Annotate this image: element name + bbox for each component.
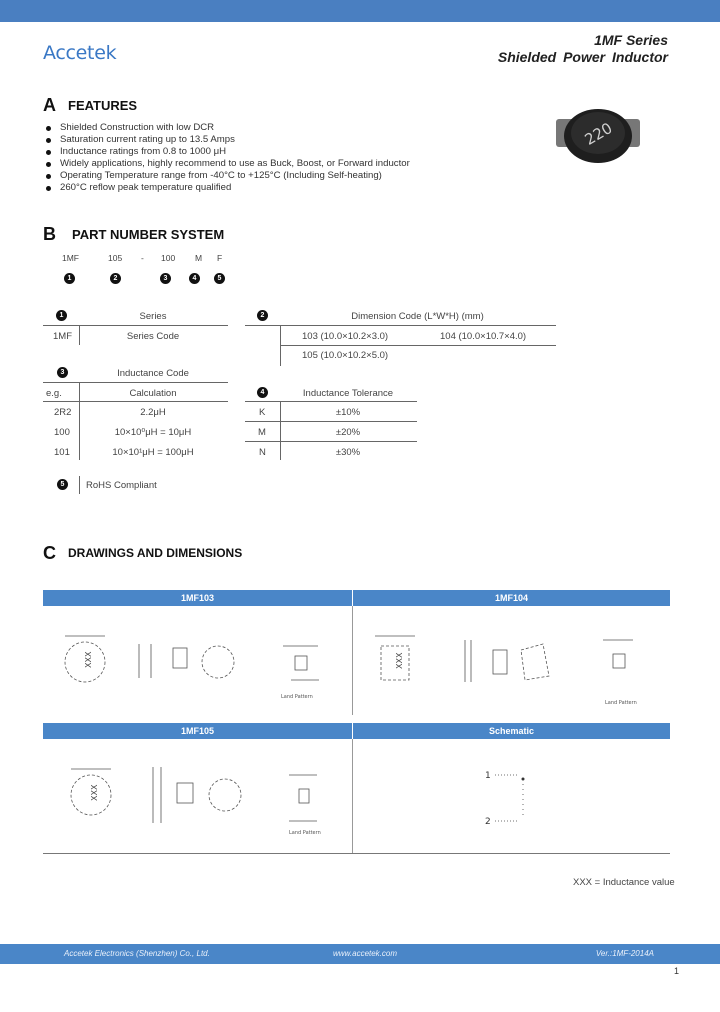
features-list <box>46 122 410 194</box>
feature-item: Saturation current rating up to 13.5 Amps <box>46 134 410 146</box>
panel-header-1mf103: 1MF103 <box>43 590 352 606</box>
inductance-table-row-rule <box>43 401 228 402</box>
pn-dash: - <box>141 253 144 263</box>
product-subtitle: Shielded Power Inductor <box>497 49 668 65</box>
footer-company: Accetek Electronics (Shenzhen) Co., Ltd. <box>64 949 210 958</box>
inductance-row-code: 101 <box>54 447 70 458</box>
tolerance-row-value: ±10% <box>335 407 361 418</box>
dimension-table-row-rule <box>280 345 556 346</box>
land-pattern-label: Land Pattern <box>281 694 313 700</box>
top-banner <box>0 0 720 22</box>
series-desc: Series Code <box>126 331 180 342</box>
dimension-code-105: 105 (10.0×10.2×5.0) <box>302 350 389 361</box>
inductance-row-code: 100 <box>54 427 70 438</box>
tolerance-row-rule <box>245 441 417 442</box>
pin-1-label: 1 <box>485 771 491 781</box>
inductance-row-calc: 2.2μH <box>140 407 166 418</box>
section-a-title: FEATURES <box>68 98 138 113</box>
drawing-1mf105 <box>43 739 352 849</box>
tolerance-table-header: Inductance Tolerance <box>302 388 394 399</box>
marker-2: 2 <box>110 273 121 284</box>
pn-tolerance: M <box>195 253 203 263</box>
footer-version: Ver.:1MF-2014A <box>595 949 654 958</box>
series-code: 1MF <box>53 331 72 342</box>
inductance-col1: e.g. <box>46 388 62 399</box>
section-c-title: DRAWINGS AND DIMENSIONS <box>68 546 243 560</box>
section-c-letter: C <box>43 543 56 563</box>
page-number: 1 <box>674 966 680 976</box>
marking-xxx: XXX <box>395 652 404 669</box>
inductance-table-divider <box>79 382 80 460</box>
drawing-1mf104 <box>353 606 670 716</box>
section-b-title: PART NUMBER SYSTEM <box>72 227 225 242</box>
pn-dimension: 105 <box>108 253 123 263</box>
feature-item: 260°C reflow peak temperature qualified <box>46 182 410 194</box>
rohs-divider <box>79 476 80 494</box>
tolerance-table-marker: 4 <box>257 387 268 398</box>
series-table-rule <box>43 325 228 326</box>
land-pattern-label: Land Pattern <box>605 700 637 706</box>
tolerance-row-rule <box>245 421 417 422</box>
legend-note: XXX = Inductance value <box>573 877 675 888</box>
series-table-header: Series <box>139 311 167 322</box>
dimension-code-103: 103 (10.0×10.2×3.0) <box>302 331 389 342</box>
pn-rohs: F <box>217 253 223 263</box>
feature-item: Inductance ratings from 0.8 to 1000 μH <box>46 146 410 158</box>
panel-header-schematic: Schematic <box>353 723 670 739</box>
rohs-text: RoHS Compliant <box>86 480 157 491</box>
series-name: 1MF Series <box>594 32 668 48</box>
footer-bar <box>0 944 720 964</box>
inductance-row-code: 2R2 <box>54 407 72 418</box>
marker-4: 4 <box>189 273 200 284</box>
tolerance-row-code: M <box>258 427 266 438</box>
series-table-marker: 1 <box>56 310 67 321</box>
section-a-letter: A <box>43 95 56 115</box>
inductance-row-calc: 10×10¹μH = 100μH <box>112 447 194 458</box>
tolerance-row-code: K <box>259 407 266 418</box>
pn-inductance: 100 <box>161 253 176 263</box>
panel-header-1mf105: 1MF105 <box>43 723 352 739</box>
feature-item: Operating Temperature range from -40°C to +125°C (Including Self-heating) <box>46 170 410 182</box>
marker-1: 1 <box>64 273 75 284</box>
series-title <box>498 32 668 66</box>
brand-logo: Accetek <box>43 42 117 64</box>
series-table-divider <box>79 325 80 345</box>
marker-3: 3 <box>160 273 171 284</box>
polarity-dot <box>522 778 525 781</box>
dimension-code-104: 104 (10.0×10.7×4.0) <box>440 331 527 342</box>
marking-xxx: XXX <box>84 651 93 668</box>
tolerance-row-value: ±30% <box>335 447 361 458</box>
section-b-letter: B <box>43 224 56 244</box>
land-pattern-label: Land Pattern <box>289 830 321 836</box>
schematic-drawing <box>353 739 670 849</box>
tolerance-table-rule <box>245 401 417 402</box>
inductance-row-calc: 10×10⁰μH = 10μH <box>114 427 192 438</box>
drawing-1mf103 <box>43 606 352 716</box>
tolerance-row-value: ±20% <box>335 427 361 438</box>
marker-5: 5 <box>214 273 225 284</box>
pin-2-label: 2 <box>485 817 491 827</box>
dimension-table-header: Dimension Code (L*W*H) (mm) <box>351 311 484 322</box>
panel-header-1mf104: 1MF104 <box>353 590 670 606</box>
inductance-table-header: Inductance Code <box>117 368 189 379</box>
footer-website[interactable]: www.accetek.com <box>333 949 398 958</box>
inductance-table-rule <box>43 382 228 383</box>
dimension-table-marker: 2 <box>257 310 268 321</box>
tolerance-row-code: N <box>259 447 266 458</box>
inductance-col2: Calculation <box>129 388 177 399</box>
feature-item: Shielded Construction with low DCR <box>46 122 410 134</box>
dimension-table-rule <box>245 325 556 326</box>
inductance-table-marker: 3 <box>57 367 68 378</box>
marking-xxx: XXX <box>90 784 99 801</box>
panel-bottom-rule <box>43 853 670 854</box>
feature-item: Widely applications, highly recommend to use as Buck, Boost, or Forward inductor <box>46 158 410 170</box>
inductor-product-image <box>552 103 644 165</box>
pn-series: 1MF <box>62 253 79 263</box>
product-marking-text: 220 <box>581 118 616 149</box>
rohs-marker: 5 <box>57 479 68 490</box>
